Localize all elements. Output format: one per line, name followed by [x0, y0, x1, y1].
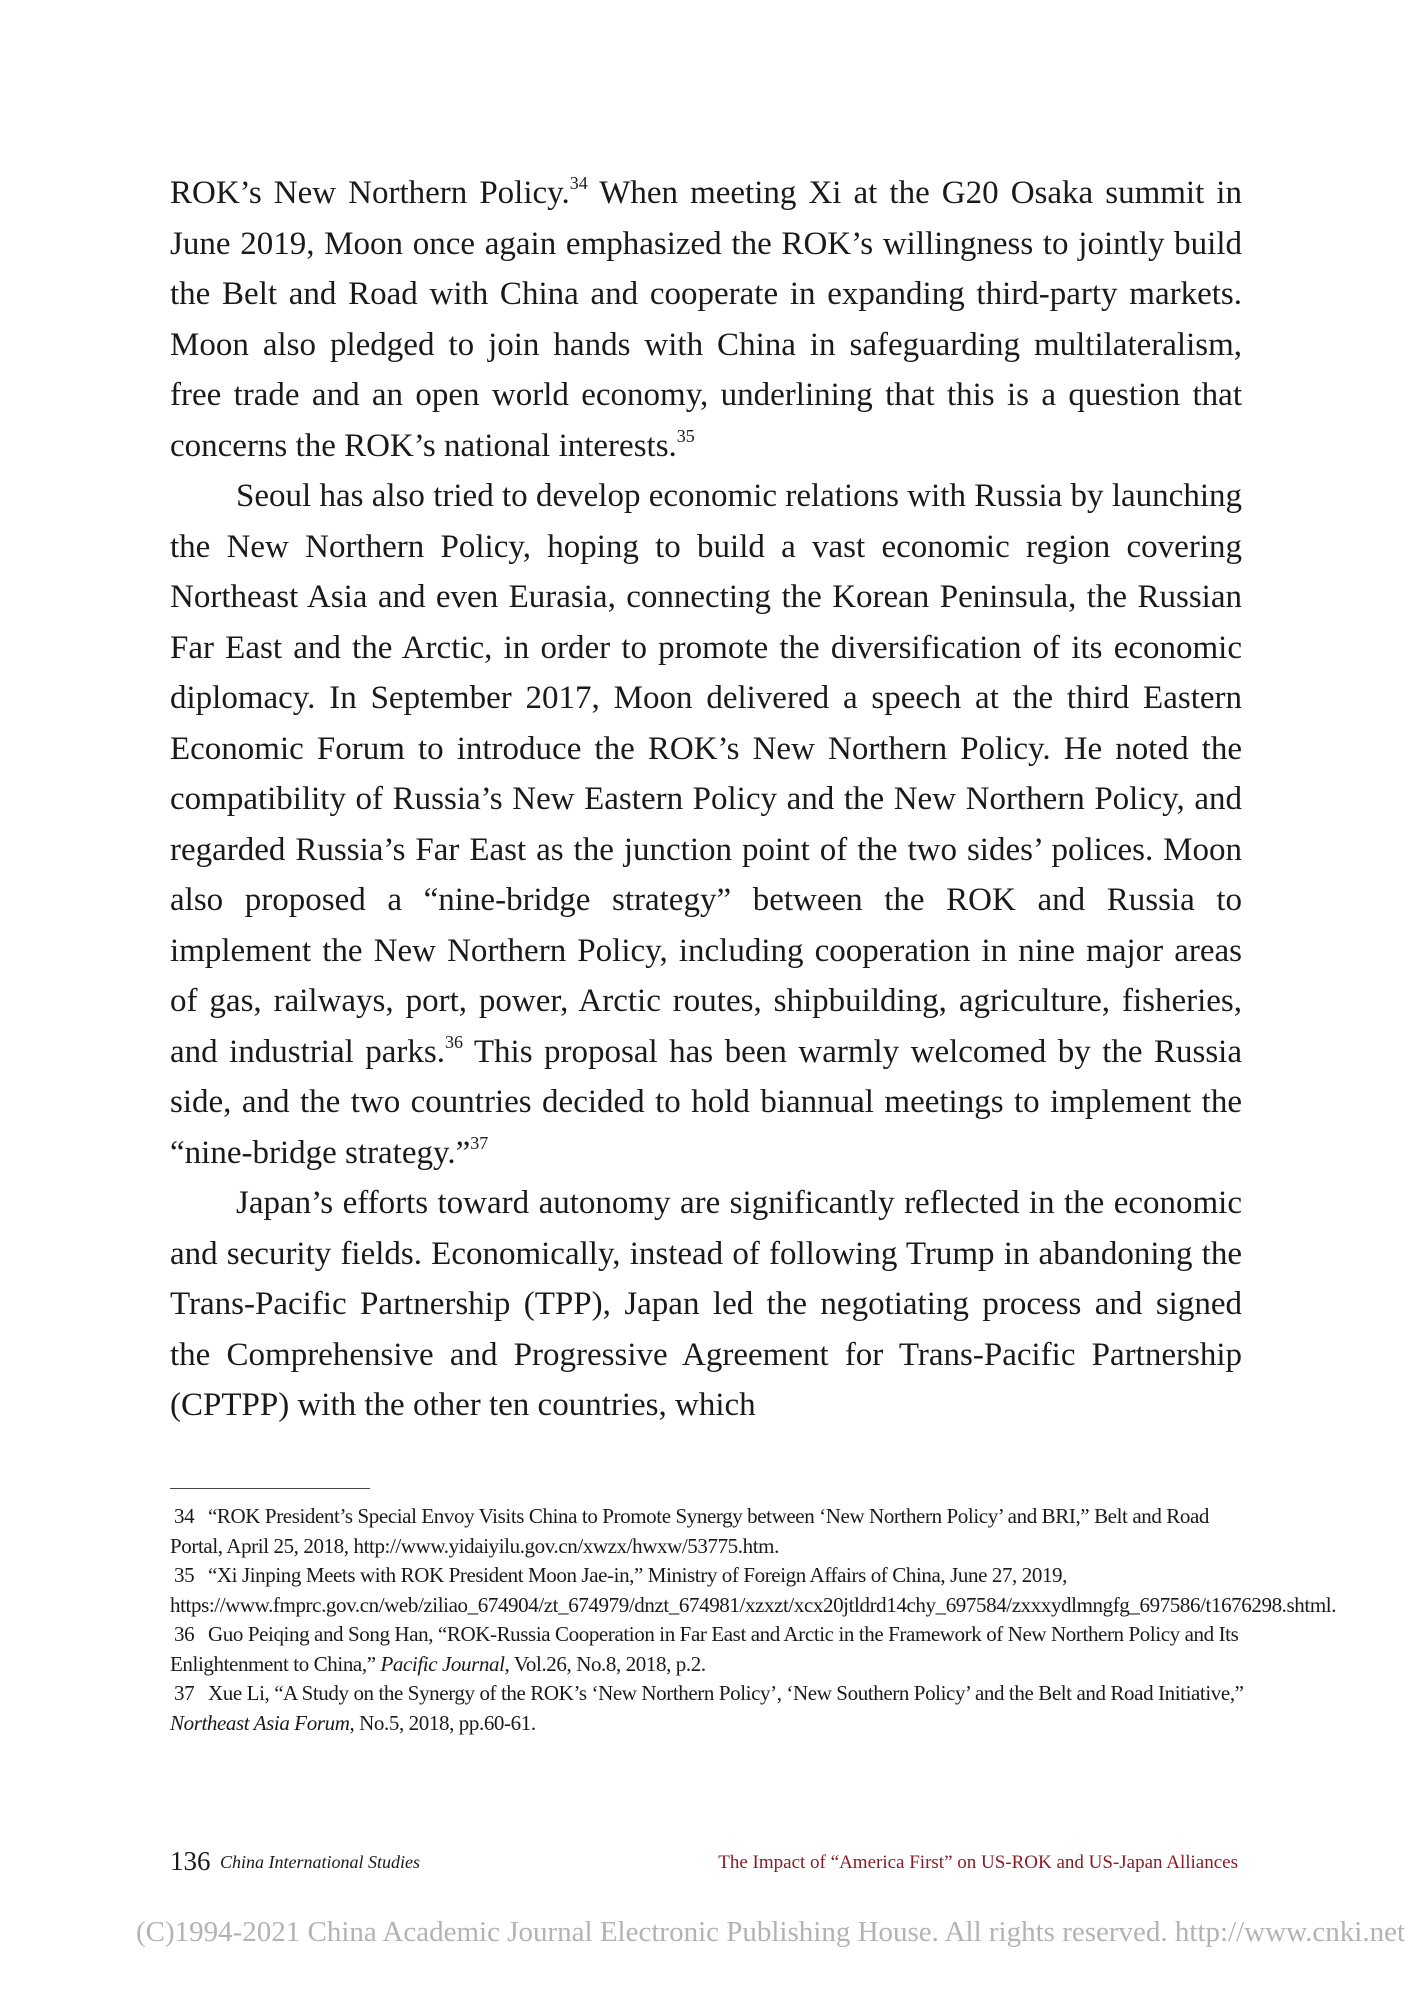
footnote-35 — [170, 1561, 1337, 1620]
page-number: 136 — [170, 1846, 211, 1876]
footnote-separator — [170, 1488, 370, 1489]
body-paragraph — [170, 471, 1242, 1178]
footnote-number: 37 — [174, 1681, 195, 1705]
text-run: This proposal has been warmly welcomed by the Russia side, and the two countries decided to hold biannual meetings to implement the “nine-bridge strategy.” — [170, 1033, 1242, 1171]
body-text — [170, 168, 1242, 1431]
text-run: , Vol.26, No.8, 2018, p.2. — [504, 1651, 706, 1676]
page-footer — [170, 1846, 1242, 1876]
footnote-37 — [170, 1679, 1245, 1738]
footnote-number: 36 — [174, 1622, 195, 1646]
footnote-34 — [170, 1502, 1245, 1561]
text-run: ROK’s New Northern Policy. — [170, 175, 570, 211]
text-run: Xue Li, “A Study on the Synergy of the ROK’s ‘New Northern Policy’, ‘New Southern Policy’ and the Belt and Road Initiative,” — [208, 1681, 1244, 1705]
text-run: “Xi Jinping Meets with ROK President Moon Jae-in,” Ministry of Foreign Affairs of China, June 27, 2019, https://www.fmprc.gov.cn/web/ziliao_674904/zt_674979/dnzt_674981/xzxzt/xcx20jtldrd14chy_697584/zxxxydlmngfg_697586/t1676298.shtml. — [170, 1563, 1337, 1617]
publication-title: Northeast Asia Forum — [170, 1710, 350, 1735]
journal-name: China International Studies — [220, 1852, 420, 1872]
footnotes — [170, 1502, 1337, 1738]
footnote-reference[interactable]: 34 — [569, 173, 588, 193]
text-run: “ROK President’s Special Envoy Visits China to Promote Synergy between ‘New Northern Policy’ and BRI,” Belt and Road Portal, April 25, 2018, http://www.yidaiyilu.gov.cn/xwzx/hwxw/53775.htm. — [170, 1504, 1210, 1558]
body-paragraph — [170, 168, 1242, 471]
footnote-reference[interactable]: 37 — [470, 1132, 489, 1153]
running-title: The Impact of “America First” on US-ROK and US-Japan Alliances — [718, 1852, 1238, 1873]
footnote-reference[interactable]: 36 — [444, 1031, 463, 1052]
footnote-number: 35 — [174, 1563, 195, 1587]
footnote-number: 34 — [174, 1504, 195, 1528]
text-run: Seoul has also tried to develop economic relations with Russia by launching the New Northern Policy, hoping to build a vast economic region covering Northeast Asia and even Eurasia, connecting the Korean Peninsula, the Russian Far East and the Arctic, in order to promote the diversification of its economic diplomacy. In September 2017, Moon delivered a speech at the third Eastern Economic Forum to introduce the ROK’s New Northern Policy. He noted the compatibility of Russia’s New Eastern Policy and the New Northern Policy, and regarded Russia’s Far East as the junction point of the two sides’ polices. Moon also proposed a “nine-bridge strategy” between the ROK and Russia to implement the New Northern Policy, including cooperation in nine major areas of gas, railways, port, power, Arctic routes, shipbuilding, agriculture, fisheries, and industrial parks. — [170, 478, 1242, 1070]
body-paragraph — [170, 1178, 1242, 1431]
text-run: , No.5, 2018, pp.60-61. — [349, 1710, 536, 1735]
footnote-reference[interactable]: 35 — [676, 425, 695, 446]
text-run: Guo Peiqing and Song Han, “ROK-Russia Cooperation in Far East and Arctic in the Framework of New Northern Policy and Its Enlightenment to China,” — [170, 1622, 1239, 1676]
footnote-36 — [170, 1620, 1245, 1679]
copyright-watermark: (C)1994-2021 China Academic Journal Electronic Publishing House. All rights reserved. http://www.cnki.net — [135, 1916, 1405, 1948]
text-run: When meeting Xi at the G20 Osaka summit in June 2019, Moon once again emphasized the ROK’s willingness to jointly build the Belt and Road with China and cooperate in expanding third-party markets. Moon also pledged to join hands with China in safeguarding multilateralism, free trade and an open world economy, underlining that this is a question that concerns the ROK’s national interests. — [170, 175, 1242, 464]
publication-title: Pacific Journal — [380, 1651, 505, 1676]
text-run: Japan’s efforts toward autonomy are significantly reflected in the economic and security fields. Economically, instead of following Trump in abandoning the Trans-Pacific Partnership (TPP), Japan led the negotiating process and signed the Comprehensive and Progressive Agreement for Trans-Pacific Partnership (CPTPP) with the other ten countries, which — [170, 1185, 1242, 1423]
